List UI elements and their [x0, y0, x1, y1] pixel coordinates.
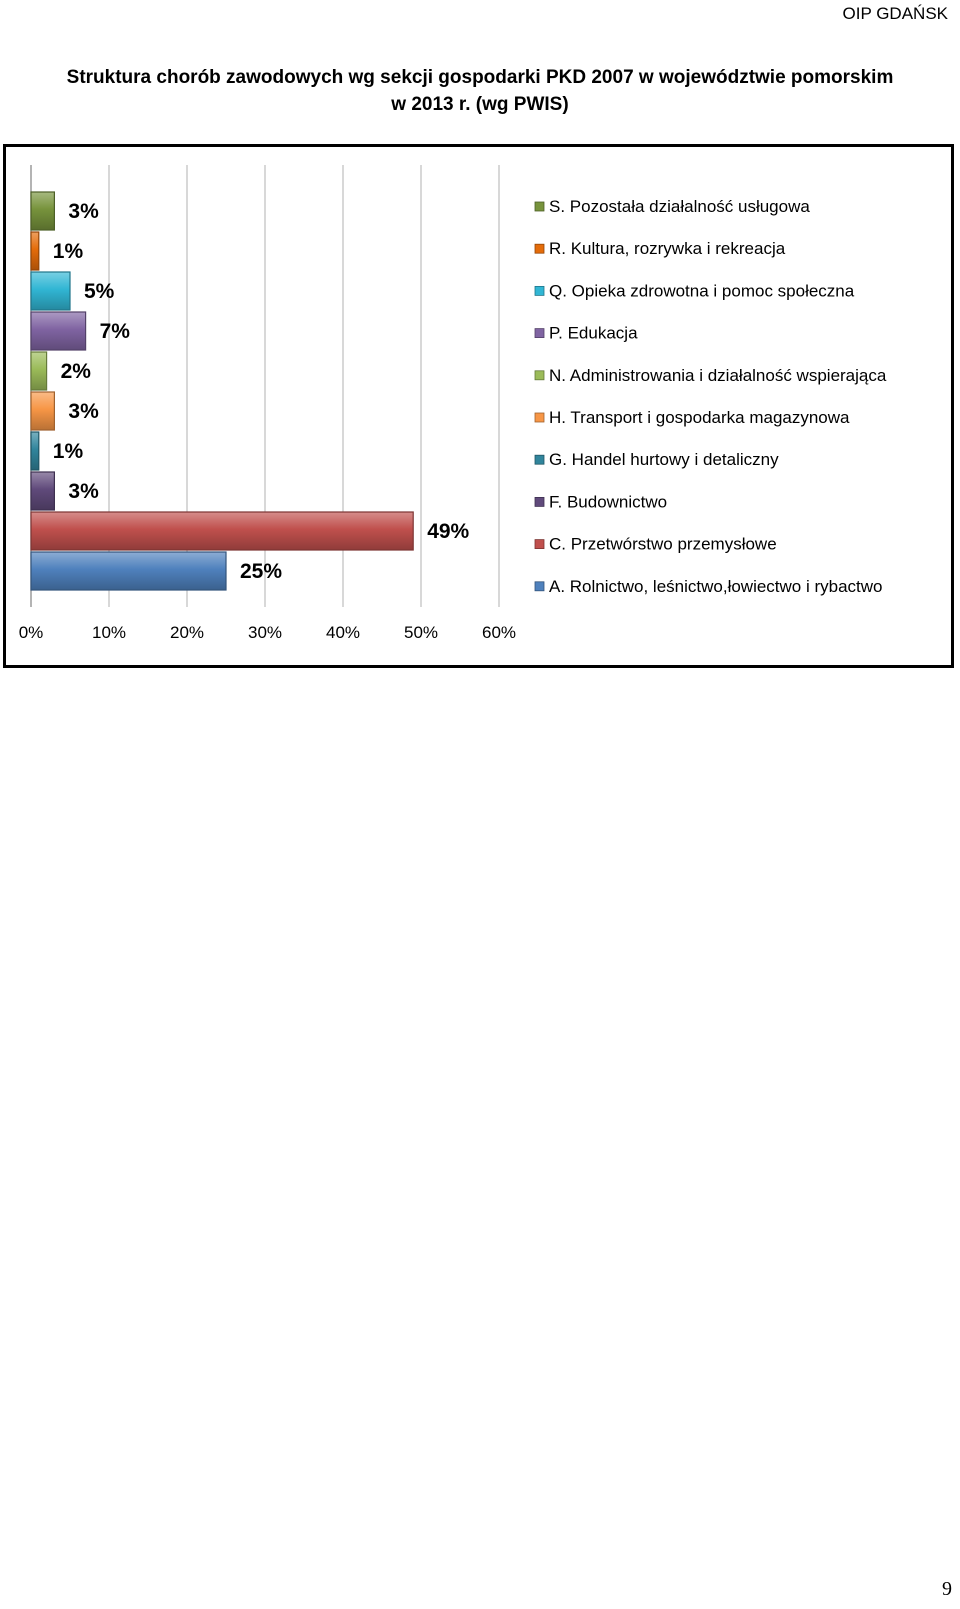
legend-swatch [535, 497, 544, 506]
x-tick-label: 0% [18, 623, 44, 642]
legend-label: S. Pozostała działalność usługowa [549, 197, 810, 216]
data-label: 2% [60, 360, 91, 383]
legend-swatch [535, 540, 544, 549]
legend-label: F. Budownictwo [549, 492, 668, 512]
legend-swatch [535, 582, 544, 591]
legend-label: C. Przetwórstwo przemysłowe [549, 534, 777, 554]
bars [31, 192, 413, 590]
legend-label: A. Rolnictwo, leśnictwo,łowiectwo i rybactwo [549, 576, 883, 596]
bar [31, 352, 47, 390]
x-tick-label: 60% [481, 623, 517, 642]
header-org: OIP GDAŃSK [842, 4, 948, 23]
data-label: 7% [99, 320, 130, 343]
data-label: 3% [68, 480, 99, 503]
bar [31, 512, 413, 550]
data-label: 49% [427, 520, 470, 543]
legend-label: H. Transport i gospodarka magazynowa [549, 408, 850, 427]
bar [31, 552, 226, 590]
legend-label: Q. Opieka zdrowotna i pomoc społeczna [549, 281, 855, 301]
legend-label: N. Administrowania i działalność wspierająca [549, 365, 887, 385]
bar [31, 432, 39, 470]
data-label: 1% [52, 240, 84, 263]
x-tick-label: 50% [403, 623, 439, 642]
x-tick-label: 30% [247, 623, 283, 642]
legend-swatch [535, 286, 544, 295]
legend-swatch [535, 371, 544, 380]
bar [31, 392, 54, 430]
x-tick-label: 10% [91, 623, 127, 642]
bar [31, 232, 39, 270]
legend-swatch [535, 329, 544, 338]
bar [31, 472, 54, 510]
legend-label: P. Edukacja [549, 323, 638, 343]
document-title-line2: w 2013 r. (wg PWIS) [391, 94, 569, 115]
legend-label: G. Handel hurtowy i detaliczny [549, 450, 779, 470]
data-label: 1% [52, 440, 84, 463]
document-title [0, 64, 960, 118]
x-tick-label: 20% [169, 623, 205, 642]
legend-swatch [535, 244, 544, 253]
document-title-line1: Struktura chorób zawodowych wg sekcji gospodarki PKD 2007 w województwie pomorskim [66, 67, 894, 88]
bar [31, 192, 54, 230]
bar [31, 272, 70, 310]
data-label: 25% [240, 560, 283, 583]
legend-swatch [535, 413, 544, 422]
data-label: 3% [68, 400, 99, 423]
data-label: 3% [68, 200, 99, 223]
data-label: 5% [84, 280, 115, 303]
legend-swatch [535, 202, 544, 211]
bar-chart [6, 147, 951, 665]
page-number: 9 [942, 1578, 952, 1600]
legend-label: R. Kultura, rozrywka i rekreacja [549, 239, 786, 259]
x-axis-ticks [19, 623, 516, 642]
x-tick-label: 40% [325, 623, 361, 642]
legend [535, 197, 887, 596]
legend-swatch [535, 455, 544, 464]
chart-frame [3, 144, 954, 668]
bar [31, 312, 86, 350]
